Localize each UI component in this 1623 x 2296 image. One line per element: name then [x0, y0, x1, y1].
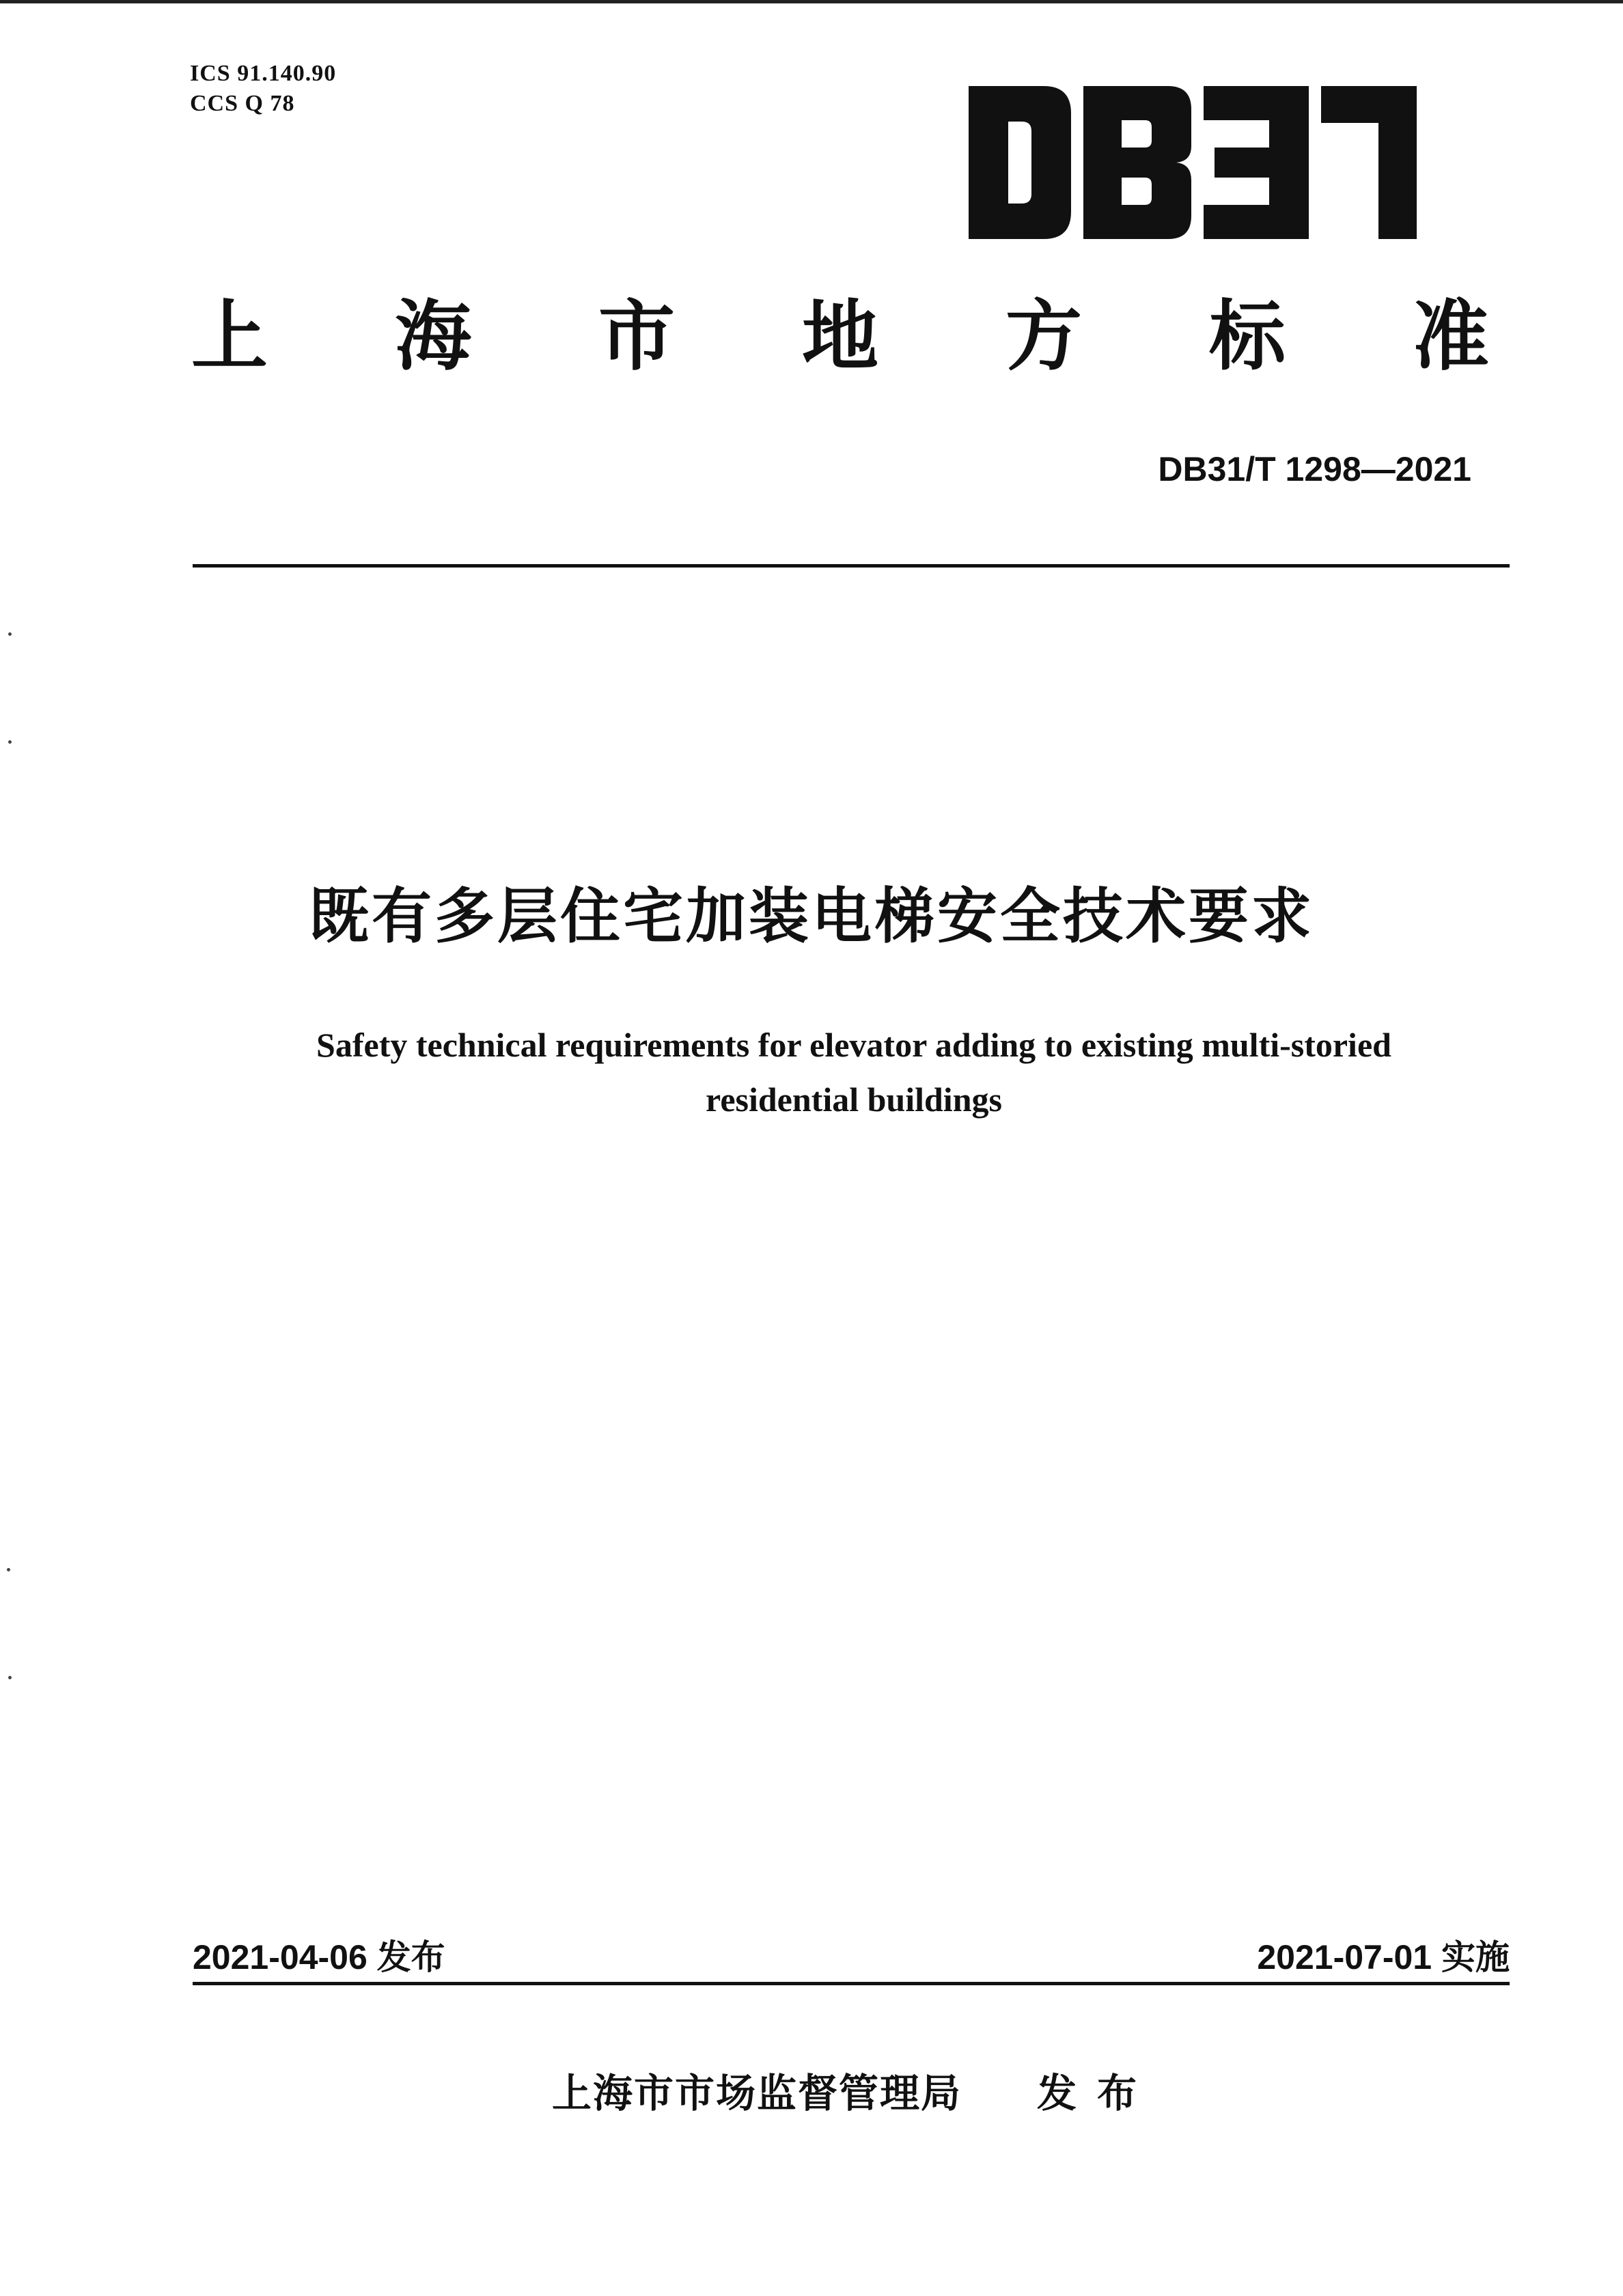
- standard-number: DB31/T 1298—2021: [1158, 450, 1471, 488]
- standard-type-char: 市: [598, 292, 675, 381]
- ics-code: ICS 91.140.90: [190, 61, 337, 86]
- standard-type-char: 准: [1413, 292, 1489, 381]
- title-english-line2: residential buildings: [706, 1080, 1002, 1119]
- title-english-line1: Safety technical requirements for elevator adding to existing multi-storied: [316, 1026, 1391, 1064]
- issuer-action: 发布: [1037, 2070, 1158, 2116]
- db31-logo: [969, 81, 1417, 244]
- standard-type-char: 上: [191, 292, 268, 381]
- ccs-code: CCS Q 78: [190, 91, 295, 116]
- implementation-date: 2021-07-01 实施: [1257, 1938, 1510, 1976]
- classification-codes: [190, 59, 336, 119]
- issuer-organization: 上海市市场监督管理局: [552, 2070, 962, 2116]
- logo-letter-d: [969, 86, 1071, 239]
- title-chinese: 既有多层住宅加装电梯安全技术要求: [308, 881, 1314, 951]
- publish-date: 2021-04-06 发布: [193, 1938, 445, 1976]
- logo-digit-3: [1204, 86, 1309, 239]
- scan-speck: [8, 740, 12, 744]
- footer-divider: [193, 1982, 1510, 1985]
- scan-top-edge: [0, 0, 1623, 3]
- standard-type-char: 地: [802, 292, 878, 381]
- standard-type-char: 方: [1005, 292, 1082, 381]
- header-divider: [193, 564, 1510, 568]
- title-english: [232, 1018, 1475, 1127]
- scan-speck: [8, 1676, 12, 1679]
- scan-speck: [7, 1568, 10, 1571]
- standard-type-char: 标: [1209, 292, 1286, 381]
- logo-digit-1: [1321, 86, 1417, 239]
- logo-letter-b: [1083, 86, 1191, 239]
- standard-type-char: 海: [395, 292, 471, 381]
- issuer: [552, 2061, 1157, 2118]
- scan-speck: [8, 632, 12, 636]
- standard-type-heading: [191, 292, 1489, 381]
